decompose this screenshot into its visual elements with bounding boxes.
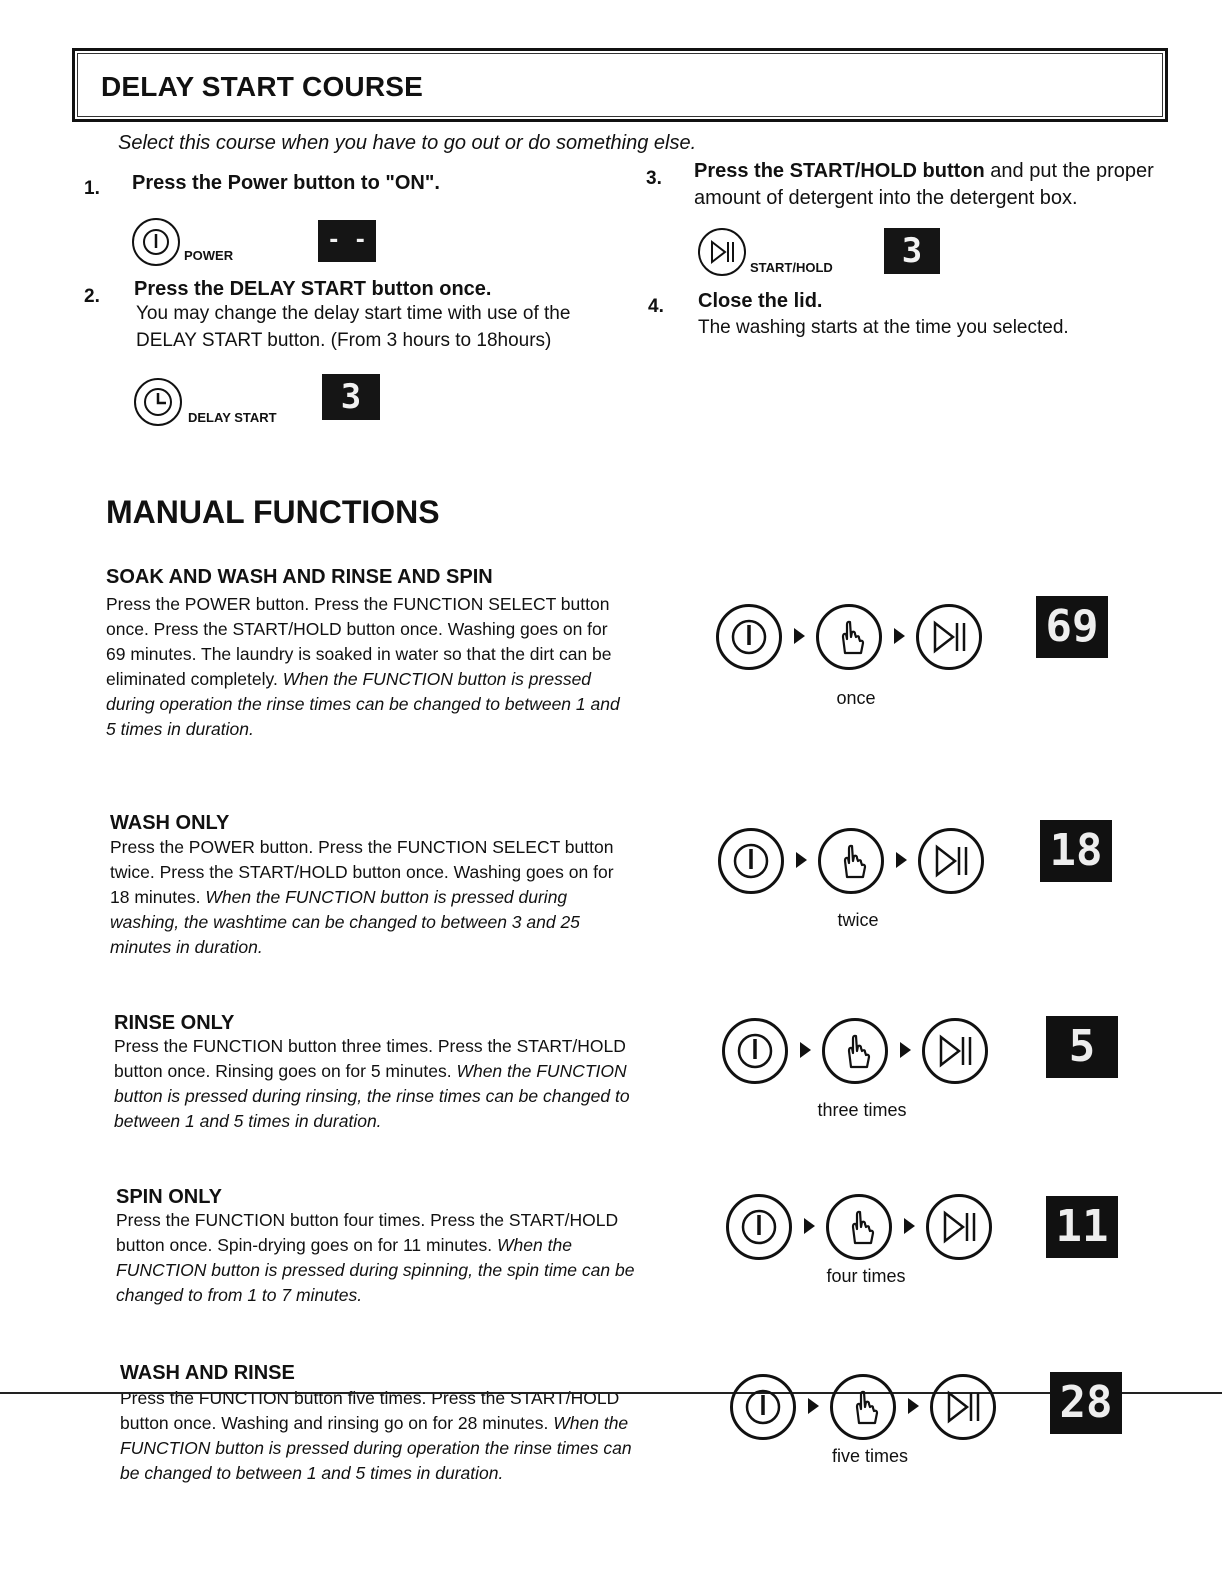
clock-icon bbox=[136, 380, 180, 424]
step-3-heading: Press the START/HOLD button bbox=[694, 160, 985, 182]
section-5-text: Press the FUNCTION button five times. Press the START/HOLD button once. Washing and rinsing go on for 28 minutes. bbox=[120, 1388, 620, 1433]
section-2-heading: WASH ONLY bbox=[110, 812, 230, 834]
step-4-number: 4. bbox=[648, 296, 664, 317]
step-2-heading: Press the DELAY START button once. bbox=[134, 278, 492, 300]
button-sequence-2 bbox=[718, 828, 1018, 918]
section-2-text: Press the POWER button. Press the FUNCTION SELECT button twice. Press the START/HOLD button once. Washing goes on for 18 minutes. bbox=[110, 837, 614, 907]
power-label: POWER bbox=[184, 248, 234, 263]
hand-icon bbox=[822, 1018, 888, 1084]
section-1-heading: SOAK AND WASH AND RINSE AND SPIN bbox=[106, 566, 493, 588]
manual-functions-title: MANUAL FUNCTIONS bbox=[106, 494, 440, 530]
display-readout: 28 bbox=[1050, 1372, 1122, 1434]
arrow-right-icon bbox=[800, 1042, 811, 1058]
hand-icon bbox=[830, 1374, 896, 1440]
start-hold-icon bbox=[926, 1194, 992, 1260]
step-2-text: You may change the delay start time with use of the DELAY START button. (From 3 hours to 18hours) bbox=[136, 303, 571, 351]
display-readout: 69 bbox=[1036, 596, 1108, 658]
arrow-right-icon bbox=[796, 852, 807, 868]
display-delay: 3 bbox=[322, 374, 380, 420]
step-1-number: 1. bbox=[84, 178, 100, 199]
sequence-caption: twice bbox=[837, 910, 879, 930]
section-title: DELAY START COURSE bbox=[101, 71, 424, 102]
power-icon bbox=[722, 1018, 788, 1084]
delay-start-label: DELAY START bbox=[188, 410, 277, 425]
display-readout: 18 bbox=[1040, 820, 1112, 882]
arrow-right-icon bbox=[908, 1398, 919, 1414]
section-4-body bbox=[116, 1208, 636, 1308]
display-readout: 11 bbox=[1046, 1196, 1118, 1258]
section-3-heading: RINSE ONLY bbox=[114, 1012, 235, 1034]
arrow-right-icon bbox=[904, 1218, 915, 1234]
section-4-heading: SPIN ONLY bbox=[116, 1186, 222, 1208]
section-2-body bbox=[110, 835, 630, 960]
power-icon bbox=[726, 1194, 792, 1260]
display-readout: 5 bbox=[1046, 1016, 1118, 1078]
start-hold-icon bbox=[918, 828, 984, 894]
step-3-text bbox=[694, 158, 1194, 212]
hand-icon bbox=[816, 604, 882, 670]
start-hold-icon bbox=[922, 1018, 988, 1084]
start-hold-icon bbox=[930, 1374, 996, 1440]
arrow-right-icon bbox=[808, 1398, 819, 1414]
display-power: - - bbox=[318, 220, 376, 262]
section-header bbox=[72, 48, 1168, 122]
sequence-caption: once bbox=[836, 688, 876, 708]
step-3-rest: and put the proper amount of detergent into the detergent box. bbox=[694, 160, 1154, 209]
step-2-number: 2. bbox=[84, 286, 100, 307]
power-icon bbox=[134, 220, 178, 264]
start-hold-icon bbox=[700, 230, 744, 274]
display-start: 3 bbox=[884, 228, 940, 274]
sequence-caption: four times bbox=[826, 1266, 906, 1286]
intro-text: Select this course when you have to go out or do something else. bbox=[118, 132, 697, 154]
step-4-heading: Close the lid. bbox=[698, 290, 823, 312]
section-3-text: Press the FUNCTION button three times. Press the START/HOLD button once. Rinsing goes on for 5 minutes. bbox=[114, 1036, 626, 1081]
hand-icon bbox=[826, 1194, 892, 1260]
arrow-right-icon bbox=[804, 1218, 815, 1234]
start-hold-button-icon bbox=[698, 228, 746, 276]
step-1-heading: Press the Power button to "ON". bbox=[132, 172, 440, 194]
arrow-right-icon bbox=[794, 628, 805, 644]
arrow-right-icon bbox=[894, 628, 905, 644]
section-1-body bbox=[106, 592, 626, 742]
step-4-text: The washing starts at the time you selected. bbox=[698, 317, 1069, 338]
section-3-italic: When the FUNCTION button is pressed during rinsing, the rinse times can be changed to between 1 and 5 times in duration. bbox=[114, 1061, 630, 1131]
power-icon bbox=[730, 1374, 796, 1440]
section-1-italic: When the FUNCTION button is pressed during operation the rinse times can be changed to between 1 and 5 times in duration. bbox=[106, 669, 620, 739]
section-2-italic: When the FUNCTION button is pressed during washing, the washtime can be changed to between 3 and 25 minutes in duration. bbox=[110, 887, 580, 957]
sequence-caption: five times bbox=[831, 1446, 909, 1466]
power-icon bbox=[718, 828, 784, 894]
section-5-heading: WASH AND RINSE bbox=[120, 1362, 295, 1384]
arrow-right-icon bbox=[900, 1042, 911, 1058]
button-sequence-1 bbox=[716, 604, 1016, 694]
sequence-caption: three times bbox=[817, 1100, 907, 1120]
step-3-number: 3. bbox=[646, 168, 662, 189]
hand-icon bbox=[818, 828, 884, 894]
section-4-italic: When the FUNCTION button is pressed during spinning, the spin time can be changed to from 1 to 7 minutes. bbox=[116, 1235, 635, 1305]
arrow-right-icon bbox=[896, 852, 907, 868]
section-5-body bbox=[120, 1386, 640, 1486]
power-button-icon bbox=[132, 218, 180, 266]
page-cut-line bbox=[0, 1392, 1222, 1394]
start-hold-icon bbox=[916, 604, 982, 670]
section-5-italic: When the FUNCTION button is pressed during operation the rinse times can be changed to between 1 and 5 times in duration. bbox=[120, 1413, 632, 1483]
start-hold-label: START/HOLD bbox=[750, 260, 833, 275]
power-icon bbox=[716, 604, 782, 670]
delay-start-button-icon bbox=[134, 378, 182, 426]
section-4-text: Press the FUNCTION button four times. Press the START/HOLD button once. Spin-drying goes on for 11 minutes. bbox=[116, 1210, 619, 1255]
button-sequence-3 bbox=[722, 1018, 1022, 1108]
section-3-body bbox=[114, 1034, 634, 1134]
section-1-text: Press the POWER button. Press the FUNCTION SELECT button once. Press the START/HOLD button once. Washing goes on for 69 minutes. The laundry is soaked in water so that the dirt can be eliminated completely. bbox=[106, 594, 612, 689]
